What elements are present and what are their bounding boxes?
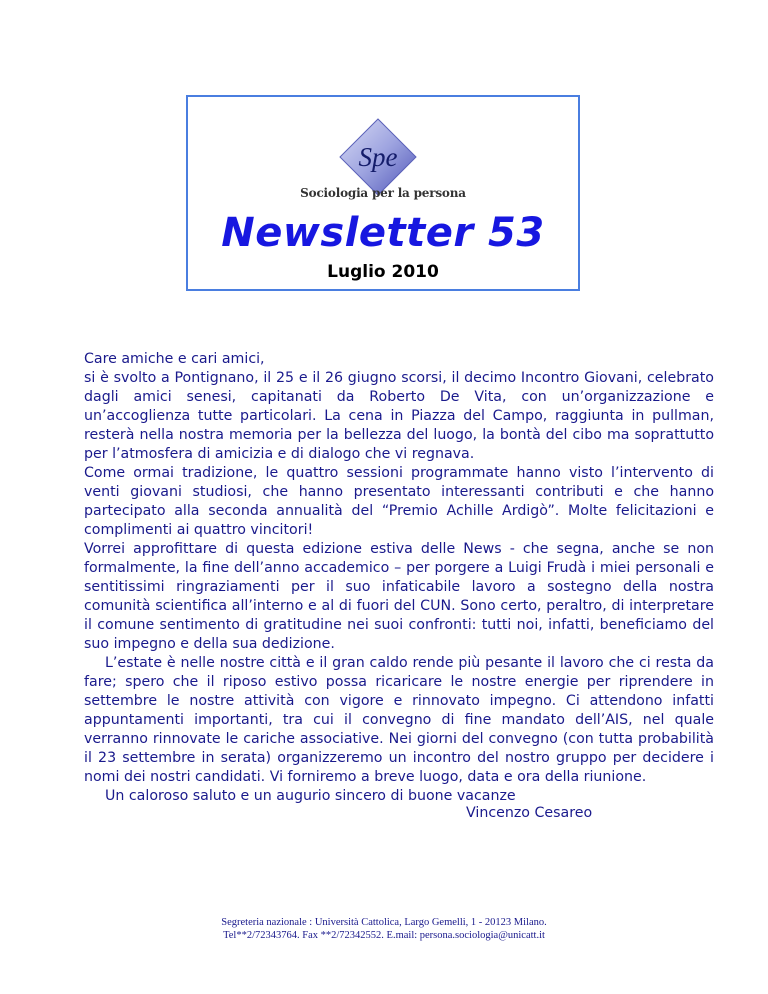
letter-paragraph: Vorrei approfittare di questa edizione estiva delle News - che segna, anche se non formalmente, la fine dell’anno accademico – per porgere a Luigi Frudà i miei personali e sentitissimi ringraziamenti per il suo infaticabile lavoro a sostegno della nostra comunità scientifica all’interno e al di fuori del CUN. Sono certo, peraltro, di interpretare il comune sentimento di gratitudine nei suoi confronti: tutti noi, infatti, beneficiamo del suo impegno e della sua dedizione. — [84, 541, 714, 652]
newsletter-title: Newsletter 53 — [221, 210, 545, 256]
letter-body — [84, 350, 714, 806]
diamond-logo-icon — [338, 117, 418, 197]
letter-paragraph: Come ormai tradizione, le quattro sessioni programmate hanno visto l’intervento di venti giovani studiosi, che hanno presentato interessanti contributi e che hanno partecipato alla seconda annualità del “Premio Achille Ardigò”. Molte felicitazioni e complimenti ai quattro vincitori! — [84, 465, 714, 538]
letter-paragraph: L’estate è nelle nostre città e il gran caldo rende più pesante il lavoro che ci resta da fare; spero che il riposo estivo possa ricaricare le nostre energie per riprendere in settembre le nostre attività con vigore e rinnovato impegno. Ci attendono infatti appuntamenti importanti, tra cui il convegno di fine mandato dell’AIS, nel quale verranno rinnovate le cariche associative. Nei giorni del convegno (con tutta probabilità il 23 settembre in serata) organizzeremo un incontro del nostro gruppo per decidere i nomi dei nostri candidati. Vi forniremo a breve luogo, data e ora della riunione. — [84, 655, 714, 785]
spe-logo — [338, 117, 418, 197]
footer-address: Segreteria nazionale : Università Cattolica, Largo Gemelli, 1 - 20123 Milano. — [221, 917, 547, 928]
newsletter-header-box — [186, 95, 580, 291]
letter-paragraph: si è svolto a Pontignano, il 25 e il 26 giugno scorsi, il decimo Incontro Giovani, celebrato dagli amici senesi, capitanati da Roberto De Vita, con un’organizzazione e un’accoglienza tutte particolari. La cena in Piazza del Campo, raggiunta in pullman, resterà nella nostra memoria per la bellezza del luogo, la bontà del cibo ma soprattutto per l’atmosfera di amicizia e di dialogo che vi regnava. — [84, 370, 714, 462]
tagline: Sociologia per la persona — [300, 186, 466, 200]
logo-text: Spe — [358, 142, 398, 172]
newsletter-date: Luglio 2010 — [327, 262, 439, 282]
signature: Vincenzo Cesareo — [466, 805, 593, 821]
footer — [0, 916, 768, 942]
footer-contacts: Tel**2/72343764. Fax **2/72342552. E.mail: persona.sociologia@unicatt.it — [223, 930, 545, 941]
letter-greeting: Care amiche e cari amici, — [84, 351, 265, 367]
letter-closing: Un caloroso saluto e un augurio sincero di buone vacanze — [105, 788, 516, 804]
